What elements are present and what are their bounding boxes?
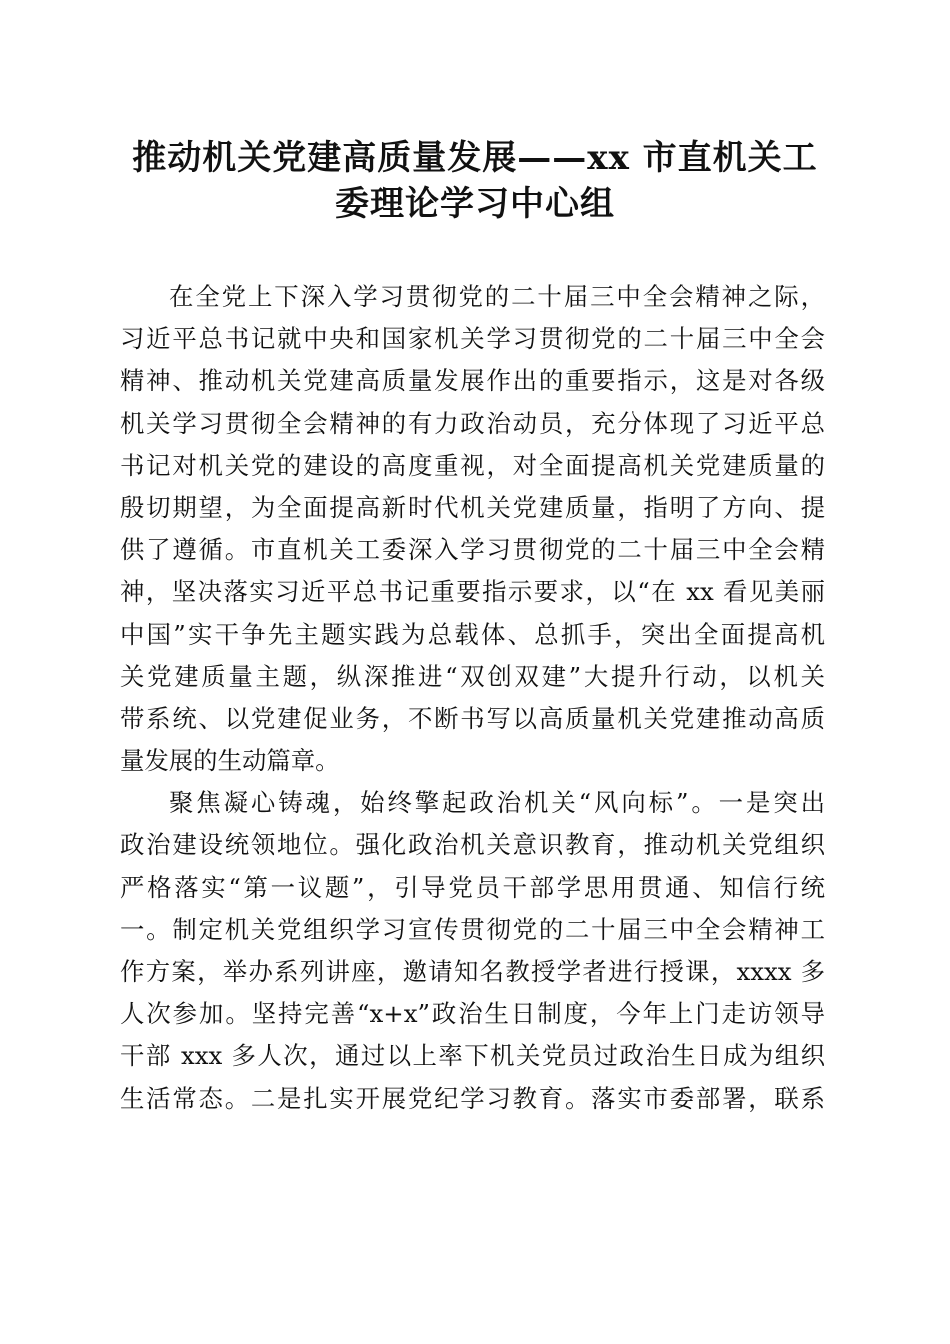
text-line: 带系统、以党建促业务，不断书写以高质量机关党建推动高质 xyxy=(120,703,825,733)
text-line: 神，坚决落实习近平总书记重要指示要求，以“在 xx 看见美丽 xyxy=(120,577,825,607)
document-body xyxy=(120,276,825,1120)
title-line-1: 推动机关党建高质量发展——xx 市直机关工 xyxy=(132,138,818,178)
text-line: 作方案，举办系列讲座，邀请知名教授学者进行授课，xxxx 多 xyxy=(120,957,825,986)
text-line: 中国”实干争先主题实践为总载体、总抓手，突出全面提高机 xyxy=(120,619,825,649)
text-line: 生活常态。二是扎实开展党纪学习教育。落实市委部署，联系 xyxy=(120,1083,825,1113)
paragraph-1 xyxy=(120,276,825,782)
text-line: 聚焦凝心铸魂，始终擎起政治机关“风向标”。一是突出 xyxy=(169,788,825,818)
text-line: 干部 xxx 多人次，通过以上率下机关党员过政治生日成为组织 xyxy=(120,1041,825,1071)
text-line: 在全党上下深入学习贯彻党的二十届三中全会精神之际， xyxy=(169,282,825,311)
text-line: 一。制定机关党组织学习宣传贯彻党的二十届三中全会精神工 xyxy=(120,914,825,944)
text-line: 精神、推动机关党建高质量发展作出的重要指示，这是对各级 xyxy=(120,366,825,396)
text-line: 习近平总书记就中央和国家机关学习贯彻党的二十届三中全会 xyxy=(120,324,825,354)
paragraph-2 xyxy=(120,782,825,1120)
text-line: 严格落实“第一议题”，引导党员干部学思用贯通、知信行统 xyxy=(120,872,825,902)
document-title xyxy=(90,135,860,227)
text-line: 殷切期望，为全面提高新时代机关党建质量，指明了方向、提 xyxy=(120,492,825,522)
text-line: 人次参加。坚持完善“x+x”政治生日制度，今年上门走访领导 xyxy=(120,999,825,1029)
text-line: 政治建设统领地位。强化政治机关意识教育，推动机关党组织 xyxy=(120,830,825,860)
title-line-2: 委理论学习中心组 xyxy=(335,184,615,224)
text-line: 书记对机关党的建设的高度重视，对全面提高机关党建质量的 xyxy=(120,450,825,480)
text-line: 量发展的生动篇章。 xyxy=(120,746,340,776)
text-line: 机关学习贯彻全会精神的有力政治动员，充分体现了习近平总 xyxy=(120,408,825,438)
text-line: 供了遵循。市直机关工委深入学习贯彻党的二十届三中全会精 xyxy=(120,535,825,565)
text-line: 关党建质量主题，纵深推进“双创双建”大提升行动，以机关 xyxy=(120,661,825,691)
